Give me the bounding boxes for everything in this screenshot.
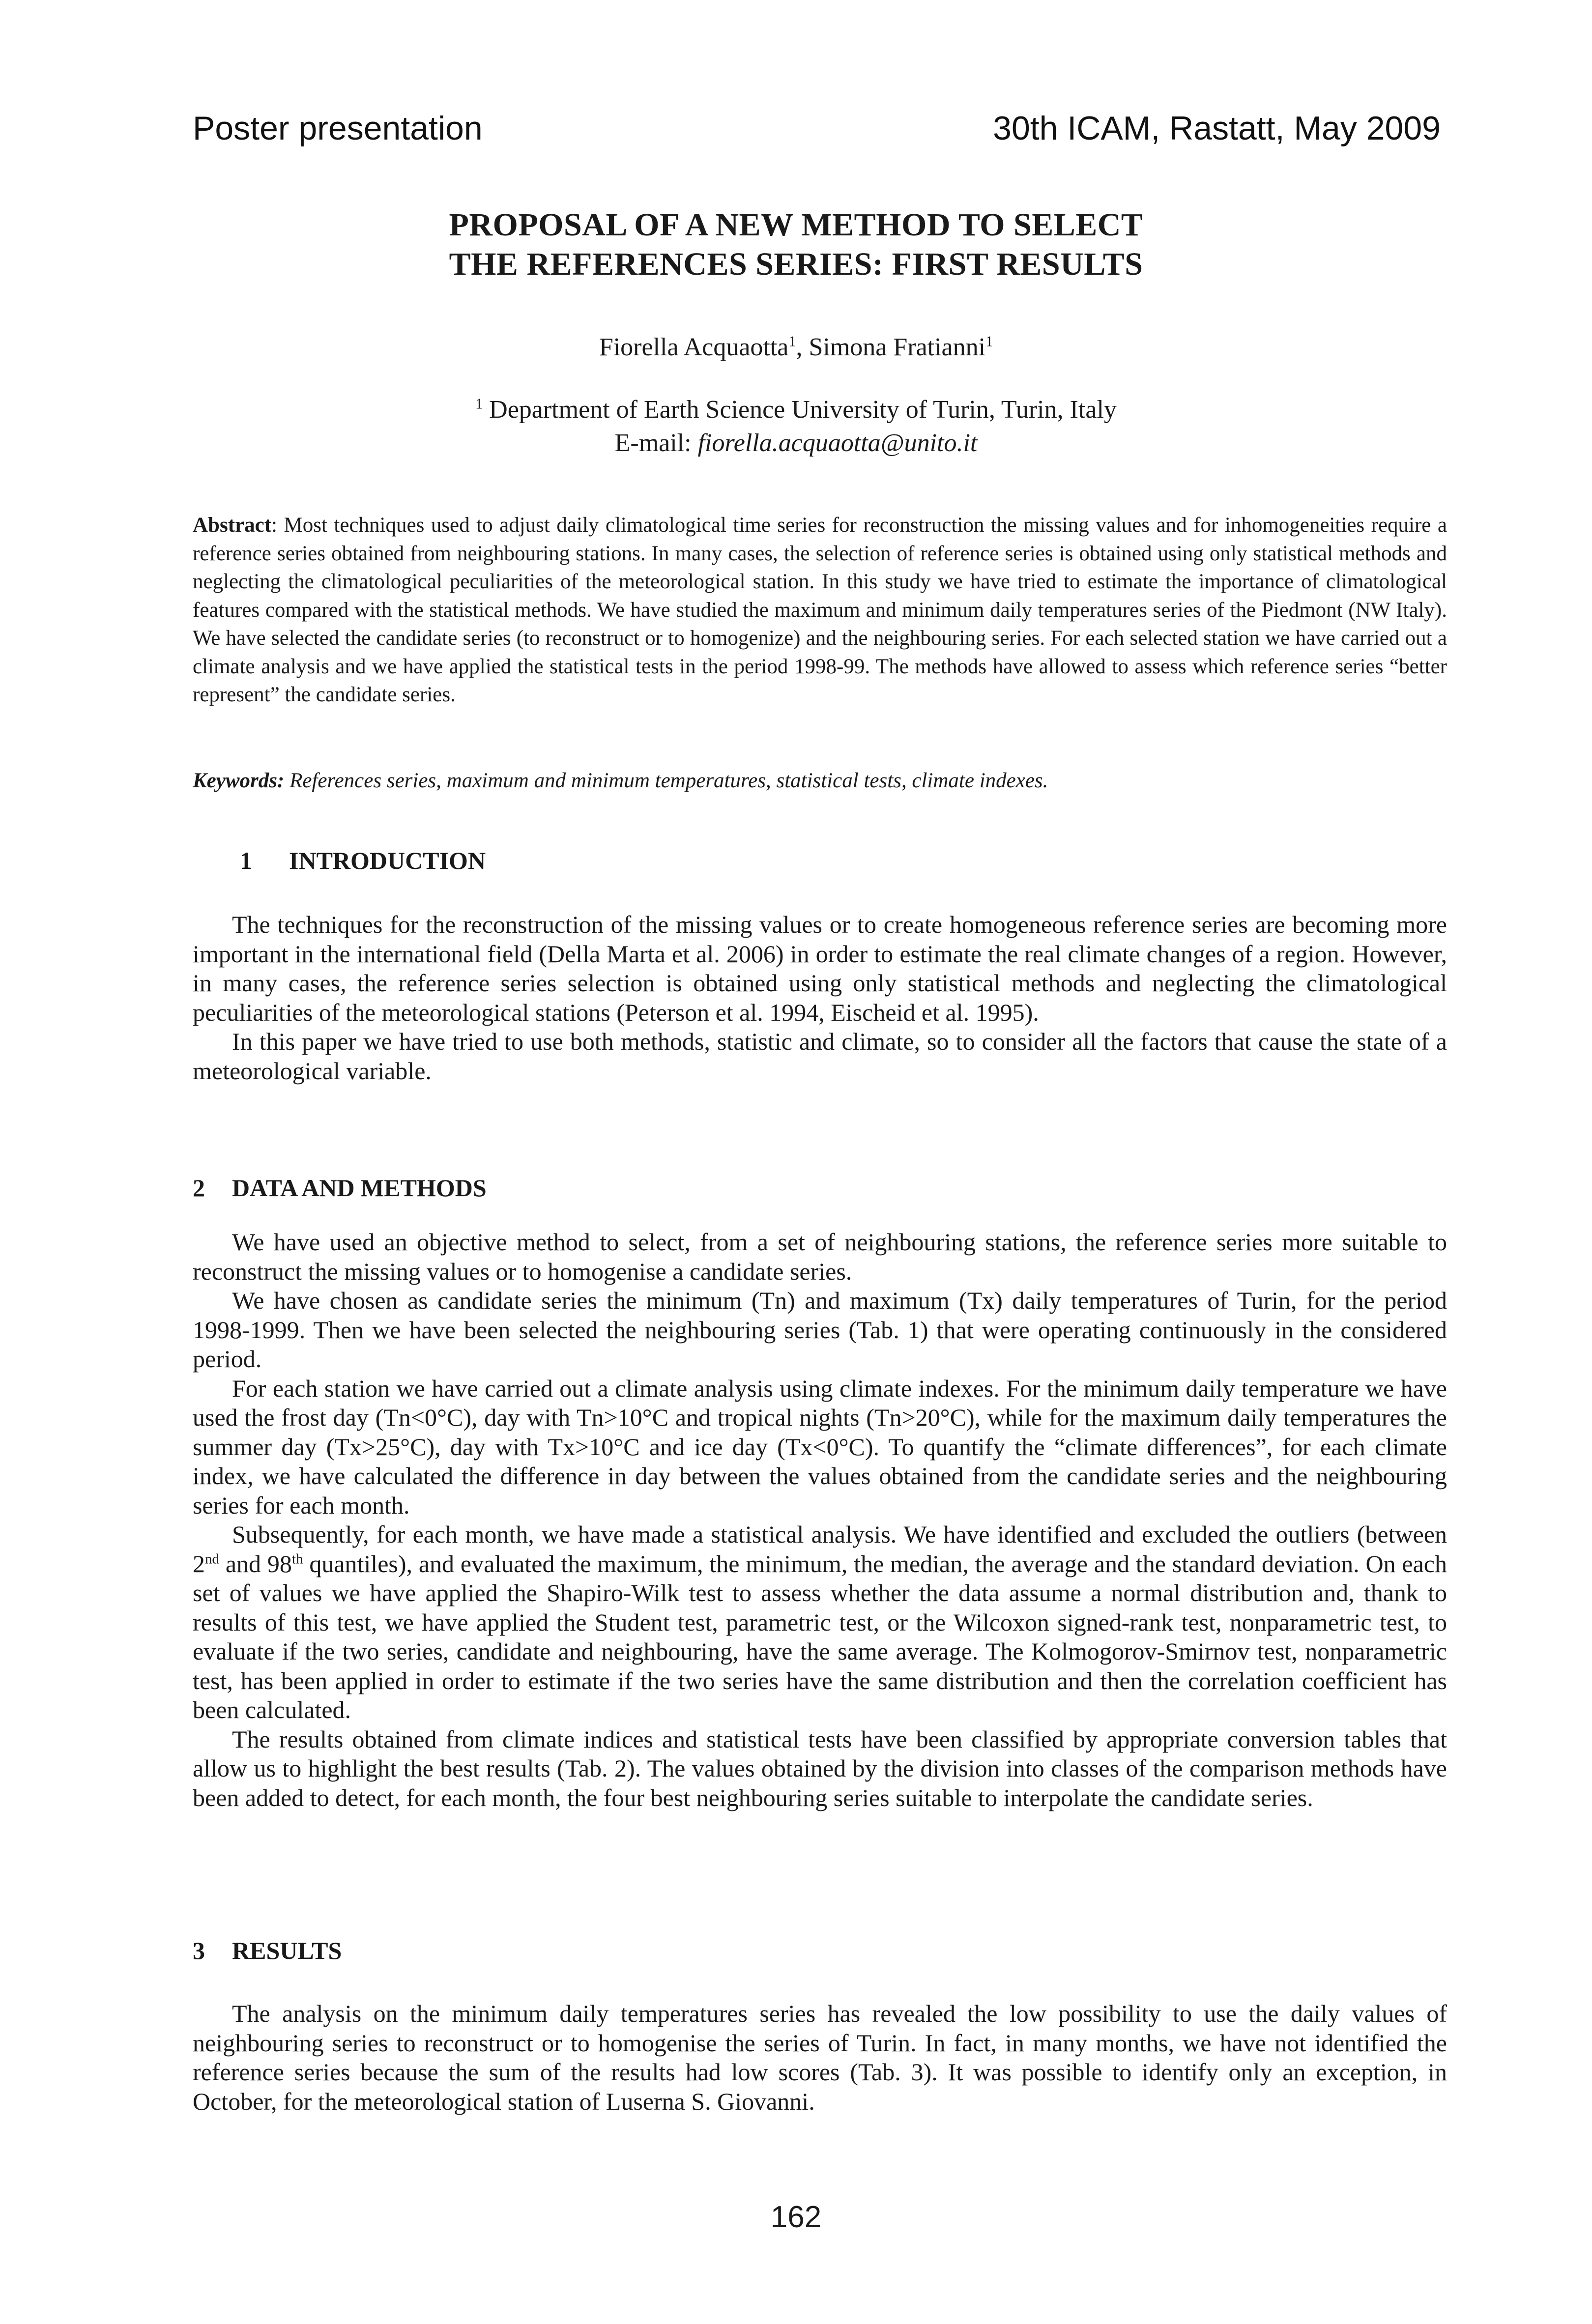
paragraph: In this paper we have tried to use both methods, statistic and climate, so to consider all the factors that cause the state of a meteorological variable. [193,1028,1447,1085]
title-line-1: PROPOSAL OF A NEW METHOD TO SELECT [449,207,1143,243]
paragraph: The techniques for the reconstruction of the missing values or to create homogeneous reference series are becoming more important in the international field (Della Marta et al. 2006) in order to estimate the real climate changes of a region. However, in many cases, the reference series selection is obtained using only statistical methods and neglecting the climatological peculiarities of the meteorological stations (Peterson et al. 1994, Eischeid et al. 1995). [193,911,1447,1026]
affiliation-text: Department of Earth Science University of Turin, Turin, Italy [483,396,1117,424]
author-separator: , [796,333,809,361]
section-heading-introduction [193,846,486,875]
abstract-label: Abstract [193,514,272,537]
abstract-text: : Most techniques used to adjust daily climatological time series for reconstruction the missing values and for inhomogeneities require a reference series obtained from neighbouring stations. In many cases, the selection of reference series is obtained using only statistical methods and neglecting the climatological peculiarities of the meteorological station. In this study we have tried to estimate the importance of climatological features compared with the statistical methods. We have studied the maximum and minimum daily temperatures series of the Piedmont (NW Italy). We have selected the candidate series (to reconstruct or to homogenize) and the neighbouring series. For each selected station we have carried out a climate analysis and we have applied the statistical tests in the period 1998-99. The methods have allowed to assess which reference series “better represent” the candidate series. [193,514,1447,706]
section-body-results [193,1999,1447,2116]
paragraph: We have used an objective method to select, from a set of neighbouring stations, the reference series more suitable to reconstruct the missing values or to homogenise a candidate series. [193,1228,1447,1285]
paragraph-text: and 98 [219,1549,292,1578]
section-body-introduction [193,910,1447,1086]
paragraph: For each station we have carried out a climate analysis using climate indexes. For the minimum daily temperature we have used the frost day (Tn<0°C), day with Tn>10°C and tropical nights (Tn>20°C), while for the maximum daily temperatures the summer day (Tx>25°C), day with Tx>10°C and ice day (Tx<0°C). To quantify the “climate differences”, for each climate index, we have calculated the difference in day between the values obtained from the candidate series and the neighbouring series for each month. [193,1374,1447,1519]
section-title: DATA AND METHODS [232,1174,487,1202]
affiliation-mark: 1 [475,395,483,412]
abstract [193,511,1447,709]
section-number: 2 [193,1174,205,1202]
author-1: Fiorella Acquaotta [599,333,789,361]
section-body-data-and-methods [193,1228,1447,1812]
affiliation-line [0,393,1592,427]
page-number: 162 [770,2200,822,2234]
paragraph: The analysis on the minimum daily temperatures series has revealed the low possibility to use the daily values of neighbouring series to reconstruct or to homogenise the series of Turin. In fact, in many months, we have not identified the reference series because the sum of the results had low scores (Tab. 3). It was possible to identify only an exception, in October, for the meteorological station of Luserna S. Giovanni. [193,2000,1447,2115]
paragraph-text: quantiles), and evaluated the maximum, the minimum, the median, the average and the standard deviation. On each set of values we have applied the Shapiro-Wilk test to assess whether the data assume a normal distribution and, thank to results of this test, we have applied the Student test, parametric test, or the Wilcoxon signed-rank test, nonparametric test, to evaluate if the two series, candidate and neighbouring, have the same average. The Kolmogorov-Smirnov test, nonparametric test, has been applied in order to estimate if the two series have the same distribution and then the correlation coefficient has been calculated. [193,1549,1447,1723]
running-header-right: 30th ICAM, Rastatt, May 2009 [993,110,1441,147]
author-2-affiliation-mark: 1 [985,333,993,350]
running-header-left: Poster presentation [193,110,483,147]
affiliation [0,393,1592,460]
ordinal-suffix: th [291,1550,303,1567]
author-1-affiliation-mark: 1 [788,333,796,350]
keywords-label: Keywords: [193,769,285,792]
paragraph-text: Subsequently, for each month, we have made a statistical analysis. We have identified and excluded the outliers (between 2 [193,1521,1447,1578]
paragraph: The results obtained from climate indices and statistical tests have been classified by appropriate conversion tables that allow us to highlight the best results (Tab. 2). The values obtained by the division into classes of the comparison methods have been added to detect, for each month, the four best neighbouring series suitable to interpolate the candidate series. [193,1725,1447,1811]
paragraph: We have chosen as candidate series the minimum (Tn) and maximum (Tx) daily temperatures of Turin, for the period 1998-1999. Then we have been selected the neighbouring series (Tab. 1) that were operating continuously in the considered period. [193,1287,1447,1373]
section-heading-data-and-methods [193,1174,487,1202]
section-number: 3 [193,1937,205,1964]
title-line-2: THE REFERENCES SERIES: FIRST RESULTS [449,246,1143,282]
section-title: INTRODUCTION [289,847,486,874]
email-label: E-mail: [614,429,698,457]
keywords-text: References series, maximum and minimum temperatures, statistical tests, climate indexes. [284,769,1048,792]
email-address: fiorella.acquaotta@unito.it [697,429,978,457]
author-list [0,332,1592,363]
author-2: Simona Fratianni [809,333,986,361]
email-line [0,427,1592,460]
paragraph [193,1520,1447,1725]
section-number: 1 [240,847,252,874]
section-title: RESULTS [232,1937,342,1964]
ordinal-suffix: nd [205,1550,219,1567]
section-heading-results [193,1936,342,1965]
keywords [193,767,1447,795]
paper-title [0,205,1592,284]
